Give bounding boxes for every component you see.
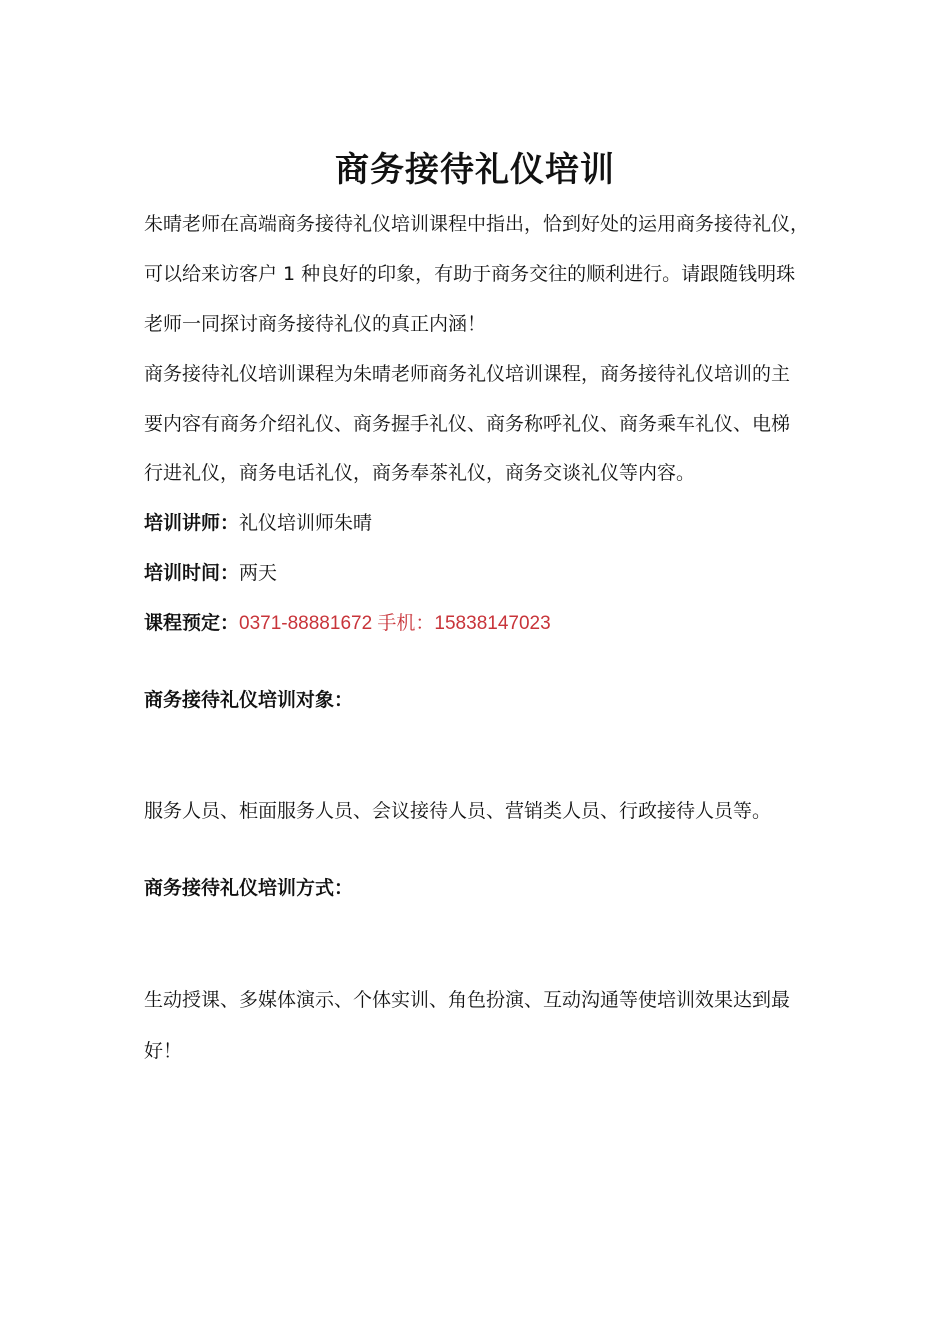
trainer-value: 礼仪培训师朱晴 xyxy=(239,512,373,534)
booking-label: 课程预定： xyxy=(144,612,240,634)
time-row xyxy=(144,559,824,587)
booking-contact: 0371-88881672 手机：15838147023 xyxy=(239,613,551,634)
intro-paragraph-2-line-2: 要内容有商务介绍礼仪、商务握手礼仪、商务称呼礼仪、商务乘车礼仪、电梯 xyxy=(144,413,791,435)
audience-text: 服务人员、柜面服务人员、会议接待人员、营销类人员、行政接待人员等。 xyxy=(144,800,772,822)
time-label: 培训时间： xyxy=(144,562,240,584)
trainer-label: 培训讲师： xyxy=(144,512,240,534)
method-text-line-1: 生动授课、多媒体演示、个体实训、角色扮演、互动沟通等使培训效果达到最 xyxy=(144,989,791,1011)
intro-paragraph-1-line-1: 朱晴老师在高端商务接待礼仪培训课程中指出，恰到好处的运用商务接待礼仪， xyxy=(144,213,810,235)
intro-paragraph-2-line-1: 商务接待礼仪培训课程为朱晴老师商务礼仪培训课程，商务接待礼仪培训的主 xyxy=(144,363,791,385)
booking-row xyxy=(144,609,824,638)
time-value: 两天 xyxy=(239,562,278,584)
method-text-line-2: 好！ xyxy=(144,1040,183,1062)
document-title: 商务接待礼仪培训 xyxy=(335,150,615,190)
intro-paragraph-1-line-2: 可以给来访客户 1 种良好的印象，有助于商务交往的顺利进行。请跟随钱明珠 xyxy=(144,263,796,285)
intro-paragraph-1-line-3: 老师一同探讨商务接待礼仪的真正内涵！ xyxy=(144,313,487,335)
method-heading: 商务接待礼仪培训方式： xyxy=(144,877,354,899)
intro-paragraph-2-line-3: 行进礼仪，商务电话礼仪，商务奉茶礼仪，商务交谈礼仪等内容。 xyxy=(144,462,696,484)
trainer-row xyxy=(144,509,824,537)
audience-heading: 商务接待礼仪培训对象： xyxy=(144,689,354,711)
